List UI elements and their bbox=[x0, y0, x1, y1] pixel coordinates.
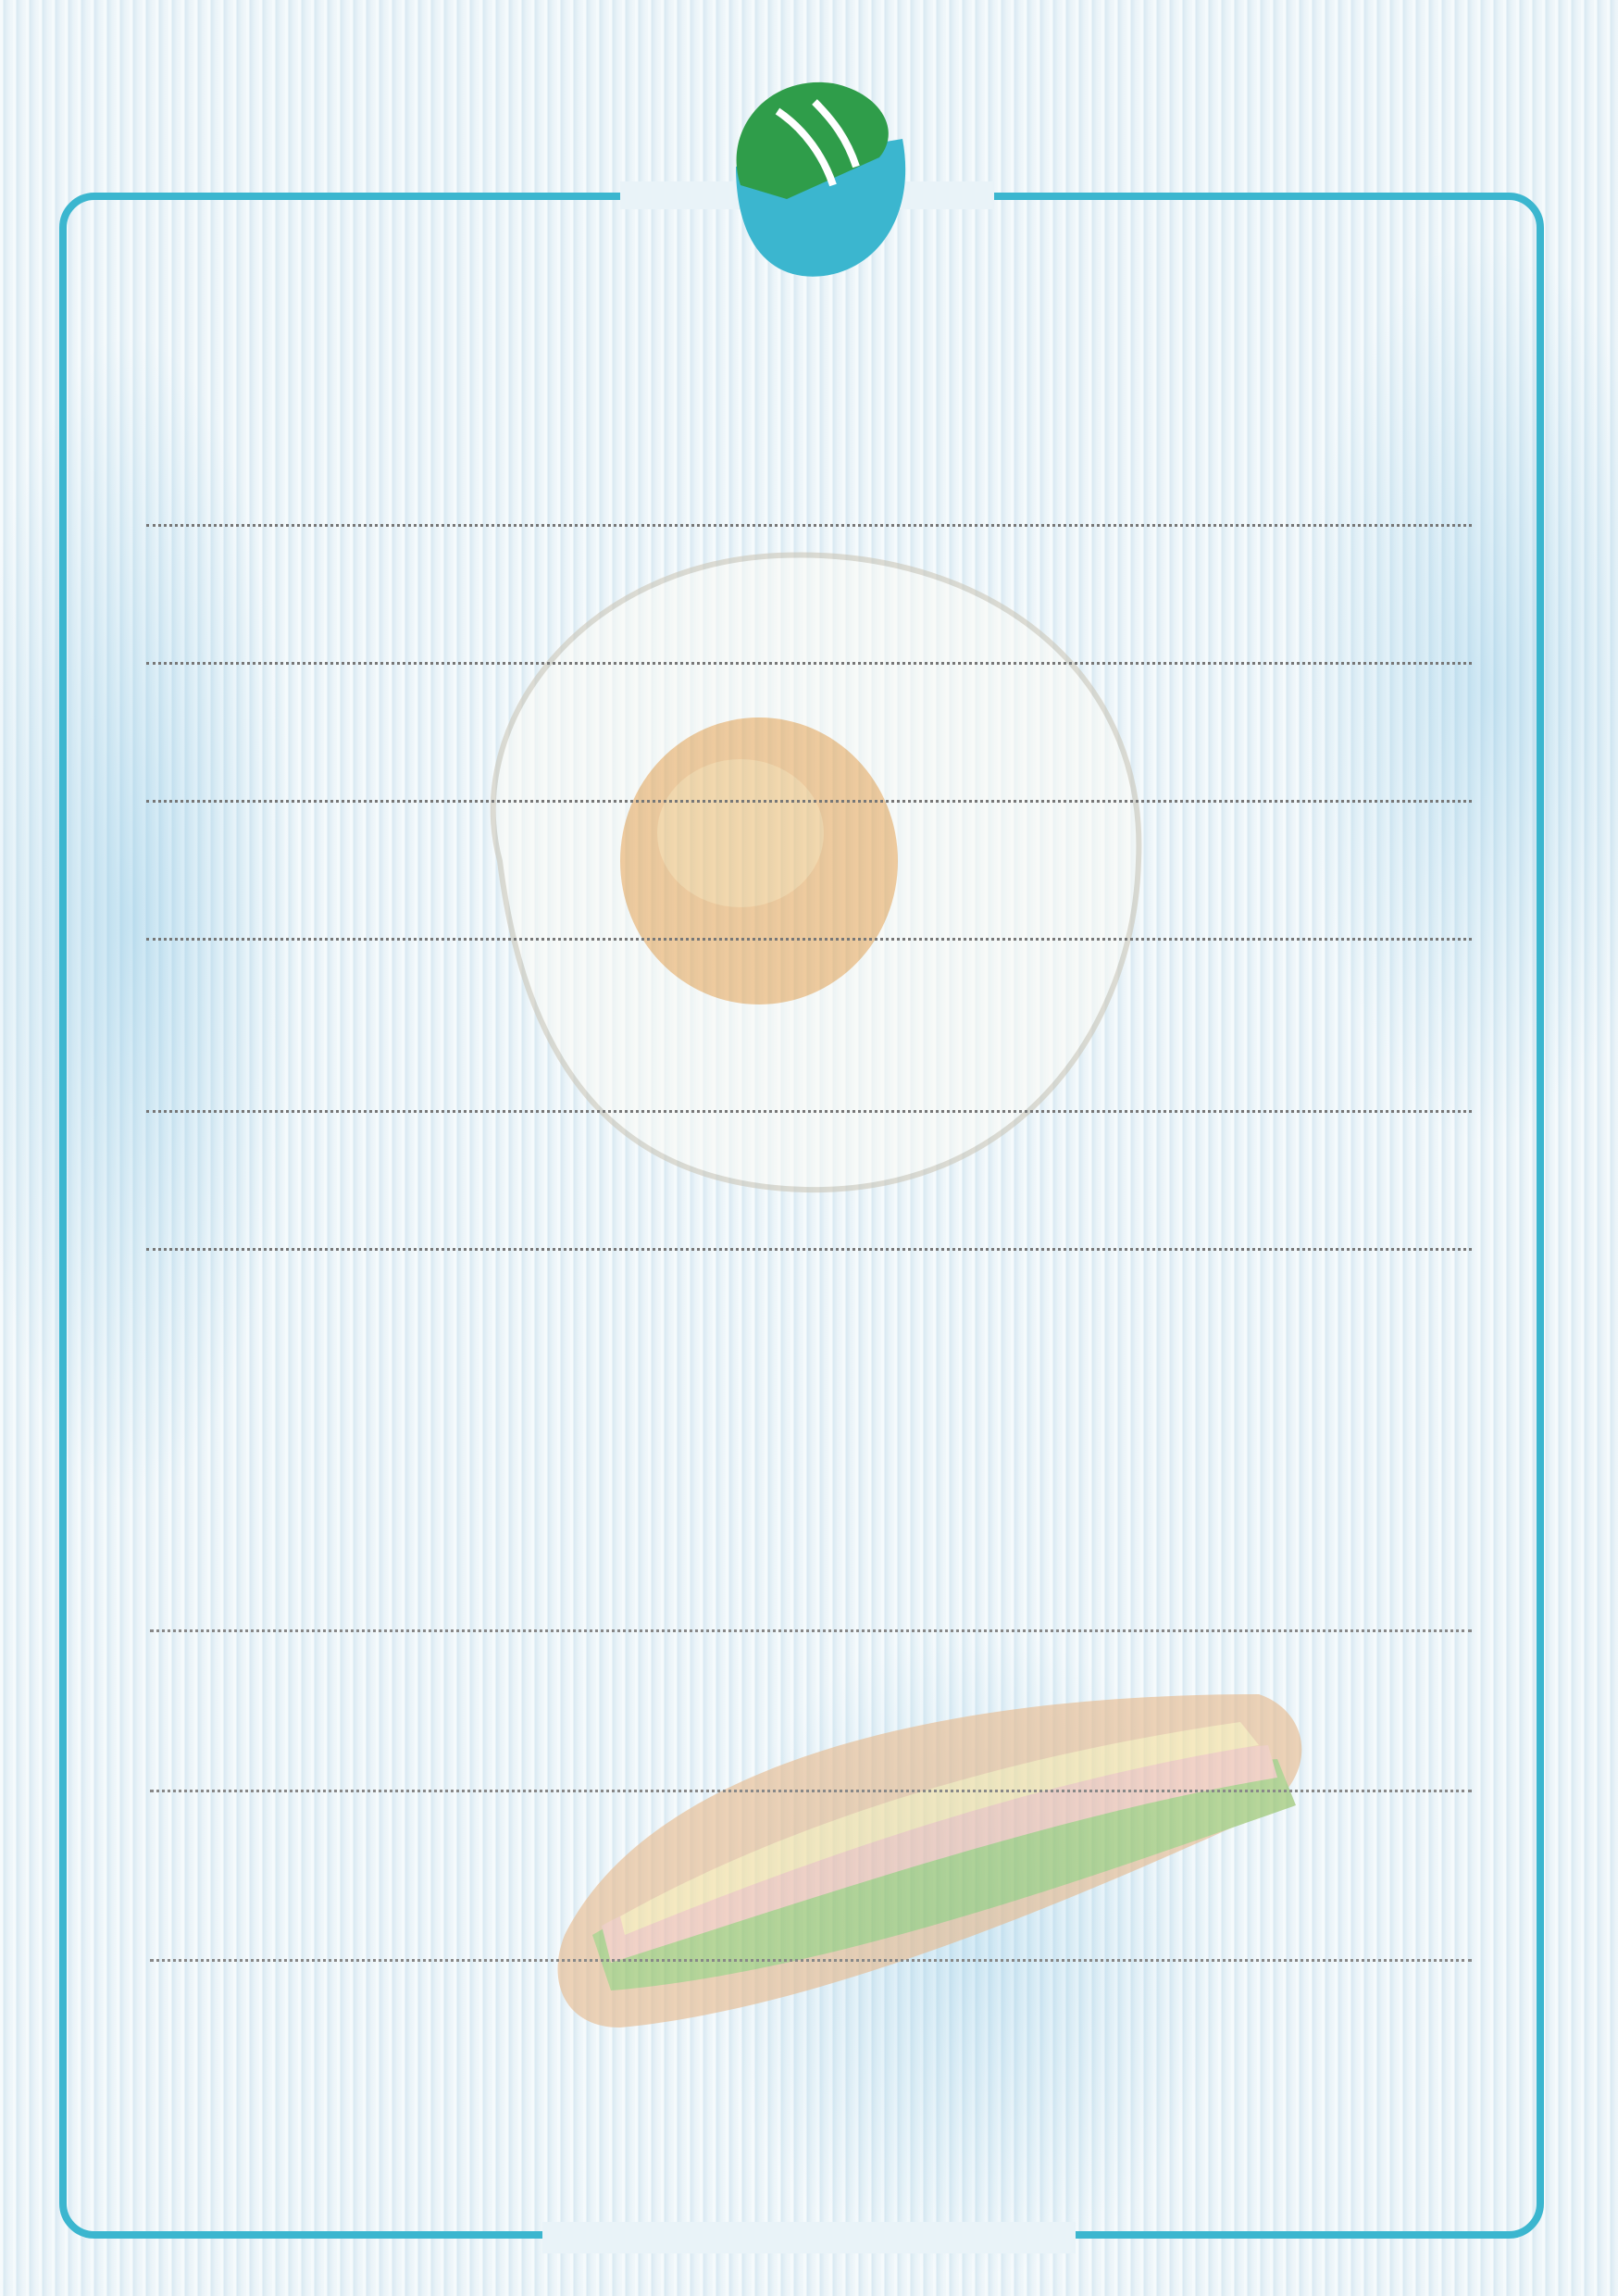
menu-item bbox=[139, 662, 1477, 719]
leader-dots bbox=[146, 1248, 1472, 1251]
row-separator bbox=[150, 1959, 1472, 1962]
menu-item bbox=[139, 800, 1477, 857]
menu-item bbox=[139, 524, 1477, 581]
menu-border-frame bbox=[59, 193, 1544, 2239]
menu-item bbox=[139, 1110, 1477, 1167]
row-separator bbox=[150, 1790, 1472, 1792]
leader-dots bbox=[146, 662, 1472, 665]
leader-dots bbox=[146, 938, 1472, 941]
menu-item bbox=[139, 938, 1477, 995]
leader-dots bbox=[146, 1110, 1472, 1113]
fresh-garden-bowls-logo bbox=[648, 28, 981, 343]
leader-dots bbox=[146, 800, 1472, 803]
frame-gap-bottom bbox=[542, 2222, 1076, 2253]
leader-dots bbox=[146, 524, 1472, 527]
menu-item bbox=[139, 1248, 1477, 1305]
row-separator bbox=[150, 1629, 1472, 1632]
